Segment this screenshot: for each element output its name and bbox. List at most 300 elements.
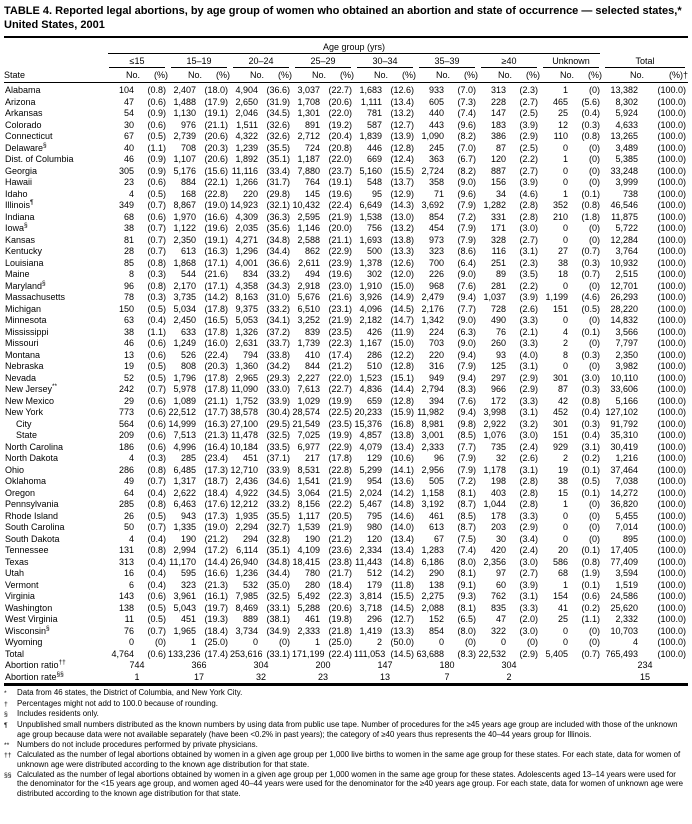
table-row [4,83,688,97]
percent-cell: (2.7) [519,165,538,176]
percent-cell: (33.7) [266,338,290,348]
percent-cell: (36.6) [266,257,290,268]
percent-cell: (7.2) [457,211,476,222]
state-name: New York [5,407,44,417]
count-cell: 96 [123,280,134,291]
percent-cell: (34.6) [266,476,290,486]
percent-cell: (0.5) [147,303,166,314]
percent-cell: (35.5) [266,510,290,521]
percent-cell: (100.0) [657,648,687,659]
percent-cell: (100.0) [657,614,687,624]
count-cell: 18,415 [292,556,320,567]
percent-cell: (22.5) [328,407,352,417]
count-cell: 461 [428,510,444,521]
percent-cell: (22.0) [328,154,352,164]
percent-cell: (0.2) [581,602,601,613]
percent-cell: (21.9) [328,522,352,532]
percent-cell: (2.9) [519,648,538,659]
percent-cell: (16.4) [204,441,228,452]
percent-cell: (0.7) [147,234,166,245]
percent-cell: (35.1) [266,154,290,164]
percent-cell: (3.0) [519,223,538,233]
percent-cell: (100.0) [657,579,687,590]
percent-cell: (32.7) [266,522,290,532]
percent-cell: (33.0) [266,384,290,394]
count-cell: 251 [490,257,506,268]
count-cell: 1,199 [545,292,568,302]
percent-cell: (6.5) [457,614,476,624]
percent-cell: (100.0) [657,315,687,325]
percent-cell: (7.4) [457,545,476,555]
table-row [4,315,688,327]
count-cell: 1 [562,499,568,509]
count-cell: 765,493 [605,648,639,659]
count-cell: 328 [490,234,506,245]
percent-cell: (0.4) [581,108,601,118]
count-cell: 835 [490,602,506,613]
table-row [4,177,688,189]
count-cell: 2,450 [173,315,196,325]
percent-cell: (14.8) [390,499,414,509]
age-group-labels-row [4,54,688,68]
count-cell: 2,588 [297,234,320,245]
percent-cell: (0.8) [147,545,166,555]
no-header: No. [354,68,388,83]
percent-cell: (8.0) [457,625,476,636]
percent-cell: (17.1) [204,280,228,291]
count-cell: 14,832 [610,315,639,325]
footnote-text: Data from 46 states, the District of Columbia, and New York City. [17,688,243,697]
percent-cell: (8.7) [457,499,476,509]
percent-cell: (0.3) [147,269,166,279]
percent-cell: (17.7) [204,407,228,417]
percent-cell: (0.8) [581,556,601,567]
count-cell: 151 [552,303,568,314]
percent-cell: (0.5) [147,361,166,371]
percent-cell: (21.9) [328,315,352,325]
percent-cell: (21.9) [328,211,352,222]
percent-cell: (32.6) [266,119,290,130]
count-cell: 839 [304,326,320,337]
percent-cell: (2.8) [519,200,538,210]
table-row [4,292,688,304]
percent-cell: (1.1) [147,142,166,153]
table-row [4,304,688,316]
count-cell: 5,924 [615,108,639,118]
count-cell: 2,275 [421,591,444,601]
count-cell: 104 [118,85,134,95]
percent-cell: (0.9) [147,108,166,118]
percent-cell: (0.7) [147,223,166,233]
percent-cell: (7.0) [457,85,476,95]
count-cell: 34 [495,188,506,199]
percent-cell: (16.3) [204,246,228,256]
count-cell: 33,248 [610,165,639,176]
count-cell: 285 [180,453,196,463]
percent-cell: (100.0) [657,165,687,176]
count-cell: 22,512 [168,407,196,417]
count-cell: 781 [366,108,382,118]
count-cell: 5,467 [359,499,382,509]
count-cell: 6,649 [359,200,382,210]
percent-cell: (2.7) [519,234,538,245]
percent-cell: (34.9) [266,625,290,636]
percent-cell: (0.4) [581,430,601,440]
percent-cell: (21.7) [328,568,352,578]
percent-cell: (22.9) [328,246,352,256]
percent-cell: (8.2) [457,165,476,176]
percent-cell: (17.8) [204,326,228,337]
percent-cell: (13.4) [390,533,414,544]
percent-cell: (8.6) [457,246,476,256]
percent-cell: (0.1) [581,579,601,590]
count-cell: 1,868 [173,257,196,268]
percent-cell: (32.6) [266,131,290,141]
count-cell: 4,001 [235,257,258,268]
count-cell: 4 [633,637,639,647]
count-cell: 63 [123,315,134,325]
percent-cell: (37.2) [266,326,290,337]
table-body [4,83,688,685]
percent-cell: (9.6) [457,119,476,130]
summary-value-cell: 15 [640,671,651,682]
state-name: Nevada [5,372,37,383]
count-cell: 120 [366,533,382,544]
percent-cell: (17.3) [204,510,228,521]
percent-cell: (0.6) [147,211,166,222]
count-cell: 3,692 [421,200,444,210]
count-cell: 532 [242,579,258,590]
state-name: Utah [5,568,25,578]
percent-cell: (20.3) [204,361,228,371]
count-cell: 1,090 [421,131,444,141]
percent-cell: (0.7) [147,246,166,256]
count-cell: 358 [428,177,444,187]
percent-cell: (29.3) [266,372,290,383]
summary-row [4,660,688,672]
count-cell: 3,252 [297,315,320,325]
percent-cell: (0.6) [147,418,166,429]
percent-cell: (100.0) [657,464,687,475]
count-cell: 27 [557,246,568,256]
count-cell: 6,186 [421,556,444,567]
count-cell: 301 [552,418,568,429]
count-cell: 27,100 [230,418,258,429]
count-cell: 0 [562,361,568,371]
percent-cell: (25.0) [328,637,352,647]
no-header: No. [540,68,574,83]
percent-cell: (23.8) [328,556,352,567]
percent-cell: (12.9) [390,188,414,199]
count-cell: 6,463 [173,499,196,509]
percent-cell: (8.1) [457,568,476,578]
percent-cell: (32.5) [266,591,290,601]
count-cell: 1,752 [235,395,258,406]
count-cell: 46 [123,154,134,164]
footnote-marker: †† [4,752,12,760]
count-cell: 242 [118,384,134,394]
count-cell: 2,176 [421,303,444,314]
percent-cell: (19.1) [204,108,228,118]
count-cell: 2,965 [235,372,258,383]
percent-cell: (100.0) [657,510,687,521]
count-cell: 4 [128,188,134,199]
percent-cell: (2.9) [519,522,538,532]
percent-cell: (3.1) [581,441,601,452]
percent-cell: (19.8) [328,614,352,624]
percent-cell: (100.0) [657,349,687,360]
state-name: Mississippi [5,326,49,337]
count-cell: 286 [366,349,382,360]
footnote-marker: † [4,700,8,708]
count-cell: 1,335 [173,522,196,532]
percent-cell: (0.7) [147,476,166,486]
count-cell: 1,130 [173,108,196,118]
state-name: Hawaii [5,177,33,187]
count-cell: 68 [123,211,134,222]
percent-cell: (100.0) [657,177,687,187]
state-name: Virginia [5,591,35,601]
percent-cell: (2.4) [519,441,538,452]
percent-cell: (3.1) [519,591,538,601]
footnotes [4,686,688,799]
percent-cell: (13.4) [390,545,414,555]
percent-cell: (9.3) [457,591,476,601]
count-cell: 20,233 [354,407,382,417]
percent-cell: (0.6) [147,591,166,601]
count-cell: 76 [495,326,506,337]
percent-cell: (100.0) [657,211,687,222]
percent-cell: (23.4) [204,453,228,463]
percent-cell: (3.3) [519,510,538,521]
count-cell: 505 [428,476,444,486]
count-cell: 3,764 [615,246,639,256]
count-cell: 1,117 [298,510,320,521]
count-cell: 4,109 [297,545,320,555]
count-cell: 190 [304,533,320,544]
count-cell: 420 [490,545,506,555]
state-name: Delaware§ [5,141,47,153]
count-cell: 147 [490,108,506,118]
percent-cell: (14.3) [390,200,414,210]
percent-cell: (20.4) [328,131,352,141]
count-cell: 2,794 [421,384,444,394]
count-cell: 46,546 [610,200,639,210]
summary-value-cell: 200 [315,660,331,670]
count-cell: 331 [490,211,506,222]
count-cell: 1,296 [235,246,258,256]
state-name: Illinois¶ [5,199,34,210]
subheader-row [4,68,688,83]
count-cell: 13 [123,349,134,360]
percent-cell: (21.1) [328,234,352,245]
table-row [4,580,688,592]
percent-cell: (15.0) [390,280,414,291]
percent-cell: (1.8) [581,211,601,222]
footnote-text: Numbers do not include procedures performed by private physicians. [17,739,258,749]
count-cell: 2,918 [297,280,320,291]
percent-cell: (4.6) [581,292,601,302]
count-cell: 510 [366,361,382,371]
count-cell: 0 [438,637,444,647]
count-cell: 1,910 [359,280,382,291]
percent-cell: (100.0) [657,292,687,302]
table-row [4,212,688,224]
count-cell: 28,574 [292,407,320,417]
percent-cell: (100.0) [657,269,687,279]
count-cell: 110 [553,131,568,141]
state-name: New Jersey** [5,383,58,394]
count-cell: 3,735 [173,292,196,302]
percent-cell: (100.0) [657,326,687,337]
percent-cell: (21.9) [328,476,352,486]
percent-cell: (15.5) [390,165,414,176]
count-cell: 834 [242,269,258,279]
state-name: Oklahoma [5,476,47,486]
count-cell: 4,764 [111,648,134,659]
footnote-marker: ¶ [4,722,8,730]
state-name: Iowa§ [5,222,28,233]
count-cell: 2 [376,637,382,647]
count-cell: 973 [428,234,444,245]
col-group-40plus: ≥40 [481,54,537,68]
count-cell: 8 [128,269,134,279]
percent-cell: (2.7) [519,96,538,107]
col-group-25-29: 25–29 [295,54,351,68]
count-cell: 313 [490,85,506,95]
footnote [4,770,688,799]
percent-cell: (22.4) [328,648,352,659]
percent-cell: (0.4) [147,579,166,590]
count-cell: 5,455 [615,510,639,521]
count-cell: 2,922 [483,418,506,429]
count-cell: 446 [366,142,382,153]
summary-label: Abortion ratio†† [5,659,66,670]
percent-cell: (100.0) [657,453,687,463]
table-row [4,154,688,166]
percent-cell: (3.0) [519,430,538,440]
percent-cell: (1.1) [147,326,166,337]
count-cell: 461 [304,614,320,624]
count-cell: 808 [180,361,196,371]
count-cell: 1 [314,637,320,647]
count-cell: 966 [490,384,506,394]
percent-cell: (0.4) [147,533,166,544]
percent-cell: (0.6) [147,338,166,348]
percent-cell: (0.8) [147,85,166,95]
percent-cell: (15.6) [204,165,228,176]
percent-cell: (0.1) [581,188,601,199]
percent-cell: (19.6) [328,188,352,199]
count-cell: 179 [366,579,382,590]
pct-header: (%) [326,68,354,83]
count-cell: 895 [623,533,639,544]
count-cell: 15 [557,487,568,498]
state-name: Tennessee [5,545,49,555]
count-cell: 854 [428,211,444,222]
count-cell: 224 [428,326,444,337]
pct-header: (%) [202,68,230,83]
percent-cell: (33.5) [266,441,290,452]
state-name: State [16,430,38,440]
percent-cell: (23.5) [328,326,352,337]
count-cell: 13,382 [610,85,639,95]
count-cell: 2,046 [235,108,258,118]
percent-cell: (0) [589,165,601,176]
count-cell: 10,432 [292,200,320,210]
count-cell: 2,724 [421,165,444,176]
percent-cell: (0.6) [147,177,166,187]
percent-cell: (100.0) [657,142,687,153]
count-cell: 2,994 [173,545,196,555]
percent-cell: (23.7) [328,165,352,176]
abortions-by-age-table [4,38,688,686]
count-cell: 1,178 [483,464,506,475]
count-cell: 37,464 [610,464,639,475]
col-group-under15: ≤15 [109,54,165,68]
count-cell: 11,478 [231,430,258,440]
count-cell: 5,385 [615,154,639,164]
percent-cell: (8.5) [457,430,476,440]
percent-cell: (13.4) [390,96,414,107]
percent-cell: (0) [589,625,601,636]
count-cell: 490 [490,315,506,325]
count-cell: 67 [123,131,134,141]
count-cell: 2 [562,453,568,463]
count-cell: 87 [557,384,568,394]
count-cell: 1,167 [359,338,382,348]
count-cell: 4,904 [235,85,258,95]
percent-cell: (22.0) [328,372,352,383]
count-cell: 1,519 [615,579,639,590]
percent-cell: (17.8) [204,384,228,394]
percent-cell: (0.7) [581,648,601,659]
no-header: No. [292,68,326,83]
count-cell: 0 [562,280,568,291]
count-cell: 4,857 [359,430,382,440]
count-cell: 42 [557,395,568,406]
table-row [4,350,688,362]
percent-cell: (0.1) [581,487,601,498]
count-cell: 976 [180,119,196,130]
count-cell: 891 [304,119,320,130]
percent-cell: (7.9) [457,361,476,371]
col-group-unknown: Unknown [543,54,599,68]
percent-cell: (36.3) [266,211,290,222]
percent-cell: (0.3) [147,453,166,463]
percent-cell: (7.9) [457,223,476,233]
count-cell: 564 [118,418,134,429]
table-row [4,545,688,557]
percent-cell: (34.4) [266,568,290,578]
count-cell: 7,038 [615,476,639,486]
percent-cell: (6.3) [457,326,476,337]
count-cell: 68 [557,568,568,578]
percent-cell: (12.6) [390,257,414,268]
age-group-spanner-row [4,38,688,54]
count-cell: 7,513 [173,430,196,440]
count-cell: 2,622 [173,487,196,498]
summary-value-cell: 147 [377,660,393,670]
count-cell: 8,163 [235,292,258,302]
count-cell: 3,566 [615,326,639,337]
count-cell: 3,961 [173,591,196,601]
count-cell: 349 [118,200,134,210]
count-cell: 171 [490,223,506,233]
count-cell: 1,249 [173,338,196,348]
percent-cell: (33.1) [266,602,290,613]
count-cell: 1,739 [297,338,320,348]
